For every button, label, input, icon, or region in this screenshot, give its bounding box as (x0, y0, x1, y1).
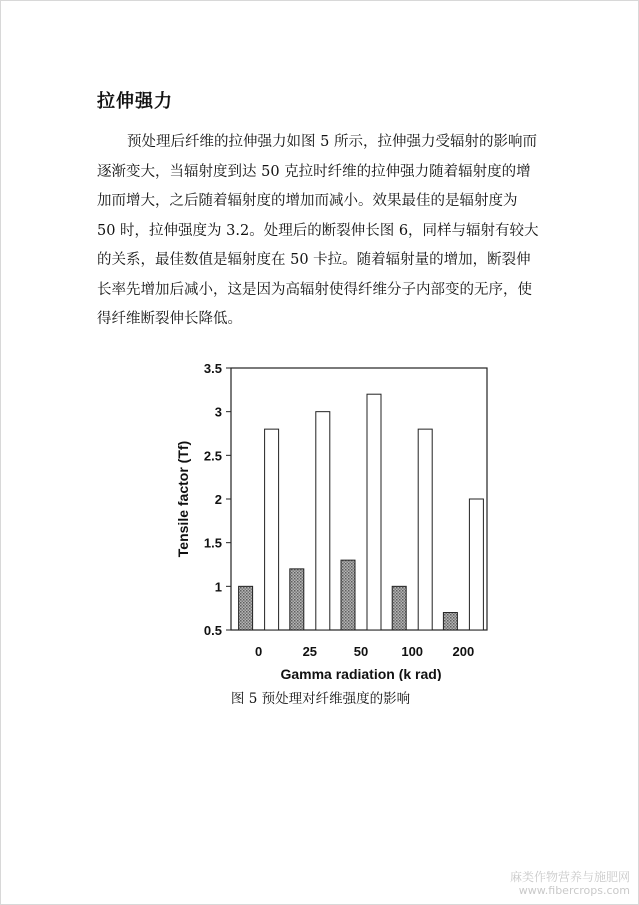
y-axis-label: Tensile factor (Tf) (175, 440, 191, 558)
x-axis-label: Gamma radiation (k rad) (280, 666, 442, 681)
paragraph-line: 的关系，最佳数值是辐射度在 50 卡拉。随着辐射量的增加，断裂伸 (97, 252, 531, 268)
bar-treated (239, 586, 253, 630)
body-paragraph (97, 128, 547, 335)
x-tick-label: 100 (401, 644, 424, 659)
x-tick-label: 25 (302, 644, 318, 659)
bar-treated (341, 560, 355, 630)
y-tick-label: 1.5 (203, 535, 222, 551)
y-tick-label: 2 (214, 492, 222, 507)
figure-caption: 图 5 预处理对纤维强度的影响 (230, 691, 411, 707)
bar-control (469, 499, 483, 630)
bar-chart (171, 356, 491, 681)
paragraph-line: 预处理后纤维的拉伸强力如图 5 所示，拉伸强力受辐射的影响而 (127, 134, 537, 150)
site-watermark (510, 870, 630, 898)
paragraph-line: 长率先增加后减小，这是因为高辐射使得纤维分子内部变的无序，使 (97, 281, 532, 298)
paragraph-line: 逐渐变大，当辐射度到达 50 克拉时纤维的拉伸强力随着辐射度的增 (97, 163, 531, 180)
y-tick-label: 3 (214, 404, 222, 420)
x-tick-label: 200 (452, 644, 475, 659)
bar-treated (290, 569, 304, 630)
y-tick-label: 0.5 (203, 623, 222, 638)
x-tick-label: 50 (353, 644, 369, 659)
bar-control (316, 412, 330, 630)
paragraph-line: 50 时，拉伸强度为 3.2。处理后的断裂伸长图 6，同样与辐射有较大 (97, 222, 539, 239)
watermark-url: www.fibercrops.com (518, 884, 630, 897)
paragraph-line: 得纤维断裂伸长降低。 (97, 311, 242, 327)
bar-control (265, 429, 279, 630)
bar-chart-svg (171, 356, 491, 681)
y-tick-label: 1 (214, 579, 222, 595)
y-tick-label: 3.5 (203, 361, 222, 376)
bar-control (367, 394, 381, 630)
y-tick-label: 2.5 (203, 448, 222, 464)
bar-control (418, 429, 432, 630)
section-heading: 拉伸强力 (97, 91, 173, 112)
watermark-site-name: 麻类作物营养与施肥网 (509, 870, 630, 884)
bar-treated (392, 586, 406, 630)
x-tick-label: 0 (254, 644, 263, 659)
bar-treated (443, 613, 457, 630)
paragraph-line: 加而增大，之后随着辐射度的增加而减小。效果最佳的是辐射度为 (97, 193, 518, 209)
